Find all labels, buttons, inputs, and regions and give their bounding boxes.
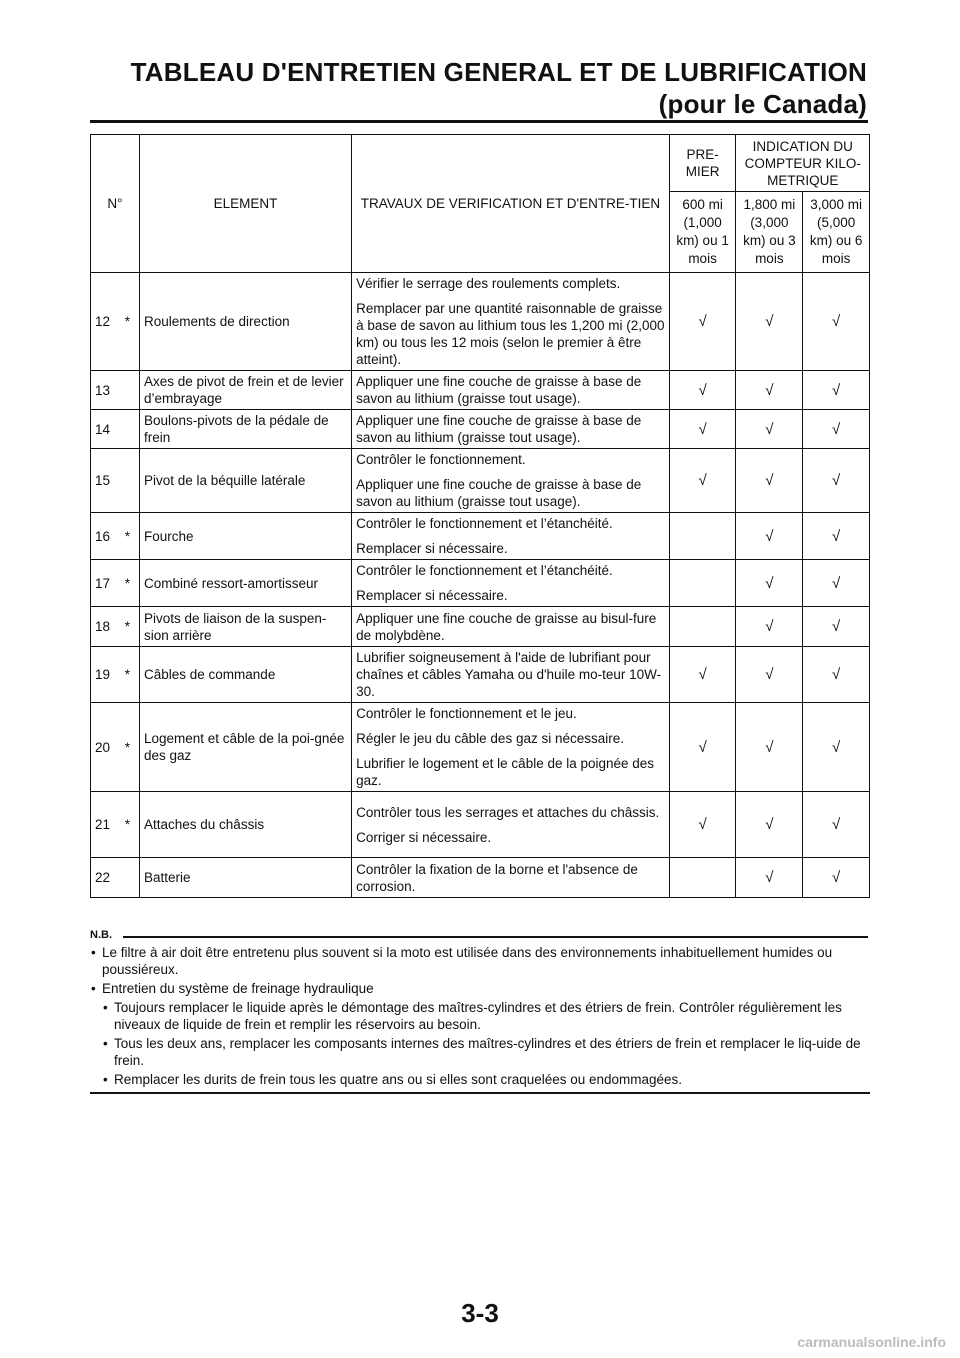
row-star (116, 449, 140, 513)
row-number: 16 (91, 513, 116, 560)
check-interval-1 (669, 607, 736, 647)
table-row (91, 273, 870, 371)
row-work (352, 792, 670, 858)
row-star (116, 858, 140, 898)
check-interval-2: √ (736, 792, 803, 858)
row-number: 20 (91, 703, 116, 792)
check-interval-1: √ (669, 410, 736, 449)
row-star: * (116, 703, 140, 792)
row-star (116, 371, 140, 410)
check-interval-3: √ (803, 607, 870, 647)
check-interval-1 (669, 858, 736, 898)
row-work (352, 513, 670, 560)
table-row (91, 647, 870, 703)
work-item: Corriger si nécessaire. (356, 829, 492, 845)
table-row (91, 449, 870, 513)
check-interval-2: √ (736, 703, 803, 792)
row-star: * (116, 792, 140, 858)
work-item: Contrôler le fonctionnement. (356, 452, 526, 467)
row-star (116, 410, 140, 449)
work-item: Contrôler le fonctionnement et l’étanchéité. (356, 516, 613, 531)
work-item: Remplacer par une quantité raisonnable de graisse à base de savon au lithium tous les 1,200 mi (2,000 km) ou tous les 12 mois (selon le premier à être atteint). (356, 301, 665, 367)
work-item: Contrôler le fonctionnement et le jeu. (356, 706, 577, 721)
note-item: • Tous les deux ans, remplacer les composants internes des maîtres-cylindres et des étriers de frein et remplacer le liq-uide de frein. (102, 1035, 870, 1069)
check-interval-1: √ (669, 273, 736, 371)
bottom-rule (90, 1092, 870, 1094)
check-interval-2: √ (736, 513, 803, 560)
row-star: * (116, 647, 140, 703)
check-interval-3: √ (803, 371, 870, 410)
check-interval-1: √ (669, 792, 736, 858)
row-element: Combiné ressort-amortisseur (140, 560, 352, 607)
maintenance-table (90, 134, 870, 898)
row-number: 17 (91, 560, 116, 607)
check-interval-3: √ (803, 513, 870, 560)
row-number: 12 (91, 273, 116, 371)
table-row (91, 858, 870, 898)
check-interval-3: √ (803, 703, 870, 792)
check-interval-2: √ (736, 410, 803, 449)
row-element: Axes de pivot de frein et de levier d’embrayage (140, 371, 352, 410)
row-star: * (116, 273, 140, 371)
table-row (91, 513, 870, 560)
title-main: TABLEAU D'ENTRETIEN GENERAL ET DE LUBRIFICATION (130, 57, 867, 87)
header-work: TRAVAUX DE VERIFICATION ET D'ENTRE-TIEN (352, 135, 670, 273)
check-interval-2: √ (736, 607, 803, 647)
check-interval-3: √ (803, 560, 870, 607)
check-interval-1 (669, 560, 736, 607)
title-sub: (pour le Canada) (658, 89, 867, 119)
table-row (91, 371, 870, 410)
header-interval-2: 1,800 mi (3,000 km) ou 3 mois (736, 192, 803, 273)
work-item: Appliquer une fine couche de graisse à base de savon au lithium (graisse tout usage). (356, 374, 642, 406)
check-interval-3: √ (803, 273, 870, 371)
work-item: Régler le jeu du câble des gaz si nécessaire. (356, 731, 624, 746)
row-element: Logement et câble de la poi-gnée des gaz (140, 703, 352, 792)
row-star: * (116, 560, 140, 607)
title-rule (90, 120, 868, 123)
header-no: N° (91, 135, 140, 273)
row-work (352, 703, 670, 792)
row-work (352, 607, 670, 647)
check-interval-2: √ (736, 371, 803, 410)
table-row (91, 410, 870, 449)
work-item: Remplacer si nécessaire. (356, 588, 508, 603)
row-number: 13 (91, 371, 116, 410)
table-body (91, 273, 870, 898)
work-item: Contrôler tous les serrages et attaches du châssis. (356, 804, 660, 820)
row-work (352, 647, 670, 703)
check-interval-3: √ (803, 449, 870, 513)
row-work (352, 410, 670, 449)
check-interval-1: √ (669, 449, 736, 513)
row-star: * (116, 513, 140, 560)
row-number: 22 (91, 858, 116, 898)
header-interval-1: 600 mi (1,000 km) ou 1 mois (669, 192, 736, 273)
note-item: • Toujours remplacer le liquide après le démontage des maîtres-cylindres et des étriers de frein. Contrôler régulièrement les niveaux de liquide de frein et remplir les réservoirs au besoin. (102, 999, 870, 1033)
row-number: 21 (91, 792, 116, 858)
check-interval-2: √ (736, 273, 803, 371)
nb-label: N.B. (90, 929, 112, 941)
row-number: 14 (91, 410, 116, 449)
work-item: Lubrifier soigneusement à l'aide de lubrifiant pour chaînes et câbles Yamaha ou d'huile mo-teur 10W-30. (356, 650, 662, 699)
work-item: Remplacer si nécessaire. (356, 541, 508, 556)
header-element: ELEMENT (140, 135, 352, 273)
table-row (91, 703, 870, 792)
page-title (131, 56, 867, 120)
row-element: Boulons-pivots de la pédale de frein (140, 410, 352, 449)
table-row (91, 792, 870, 858)
row-element: Roulements de direction (140, 273, 352, 371)
header-interval-3: 3,000 mi (5,000 km) ou 6 mois (803, 192, 870, 273)
work-item: Vérifier le serrage des roulements complets. (356, 276, 621, 291)
row-element: Attaches du châssis (140, 792, 352, 858)
header-indication: INDICATION DU COMPTEUR KILO-METRIQUE (736, 135, 870, 192)
note-item: • Remplacer les durits de frein tous les quatre ans ou si elles sont craquelées ou endommagées. (102, 1071, 870, 1088)
work-item: Appliquer une fine couche de graisse à base de savon au lithium (graisse tout usage). (356, 477, 642, 509)
row-work (352, 273, 670, 371)
work-item: Contrôler le fonctionnement et l’étanchéité. (356, 563, 613, 578)
row-element: Pivot de la béquille latérale (140, 449, 352, 513)
table-row (91, 560, 870, 607)
check-interval-1: √ (669, 371, 736, 410)
row-work (352, 858, 670, 898)
row-element: Câbles de commande (140, 647, 352, 703)
row-number: 15 (91, 449, 116, 513)
row-work (352, 371, 670, 410)
row-star: * (116, 607, 140, 647)
notes-list (90, 944, 870, 1090)
check-interval-3: √ (803, 792, 870, 858)
check-interval-2: √ (736, 449, 803, 513)
work-item: Lubrifier le logement et le câble de la poignée des gaz. (356, 756, 655, 788)
work-item: Appliquer une fine couche de graisse au bisul-fure de molybdène. (356, 610, 657, 643)
row-work (352, 560, 670, 607)
check-interval-1: √ (669, 703, 736, 792)
work-item: Appliquer une fine couche de graisse à base de savon au lithium (graisse tout usage). (356, 413, 642, 445)
header-premier: PRE-MIER (669, 135, 736, 192)
note-item: • Entretien du système de freinage hydraulique (90, 980, 870, 997)
check-interval-1: √ (669, 647, 736, 703)
check-interval-3: √ (803, 858, 870, 898)
row-element: Batterie (140, 858, 352, 898)
check-interval-2: √ (736, 560, 803, 607)
check-interval-2: √ (736, 647, 803, 703)
note-item: • Le filtre à air doit être entretenu plus souvent si la moto est utilisée dans des environnements inhabituellement humides ou poussiéreux. (90, 944, 870, 978)
row-number: 18 (91, 607, 116, 647)
row-element: Pivots de liaison de la suspen-sion arrière (140, 607, 352, 647)
check-interval-3: √ (803, 647, 870, 703)
page-number: 3-3 (461, 1298, 499, 1328)
table-row (91, 607, 870, 647)
check-interval-3: √ (803, 410, 870, 449)
check-interval-2: √ (736, 858, 803, 898)
work-item: Contrôler la fixation de la borne et l'absence de corrosion. (356, 861, 638, 894)
row-element: Fourche (140, 513, 352, 560)
row-work (352, 449, 670, 513)
nb-rule (123, 936, 868, 938)
footer-watermark: carmanualsonline.info (797, 1334, 946, 1350)
check-interval-1 (669, 513, 736, 560)
row-number: 19 (91, 647, 116, 703)
